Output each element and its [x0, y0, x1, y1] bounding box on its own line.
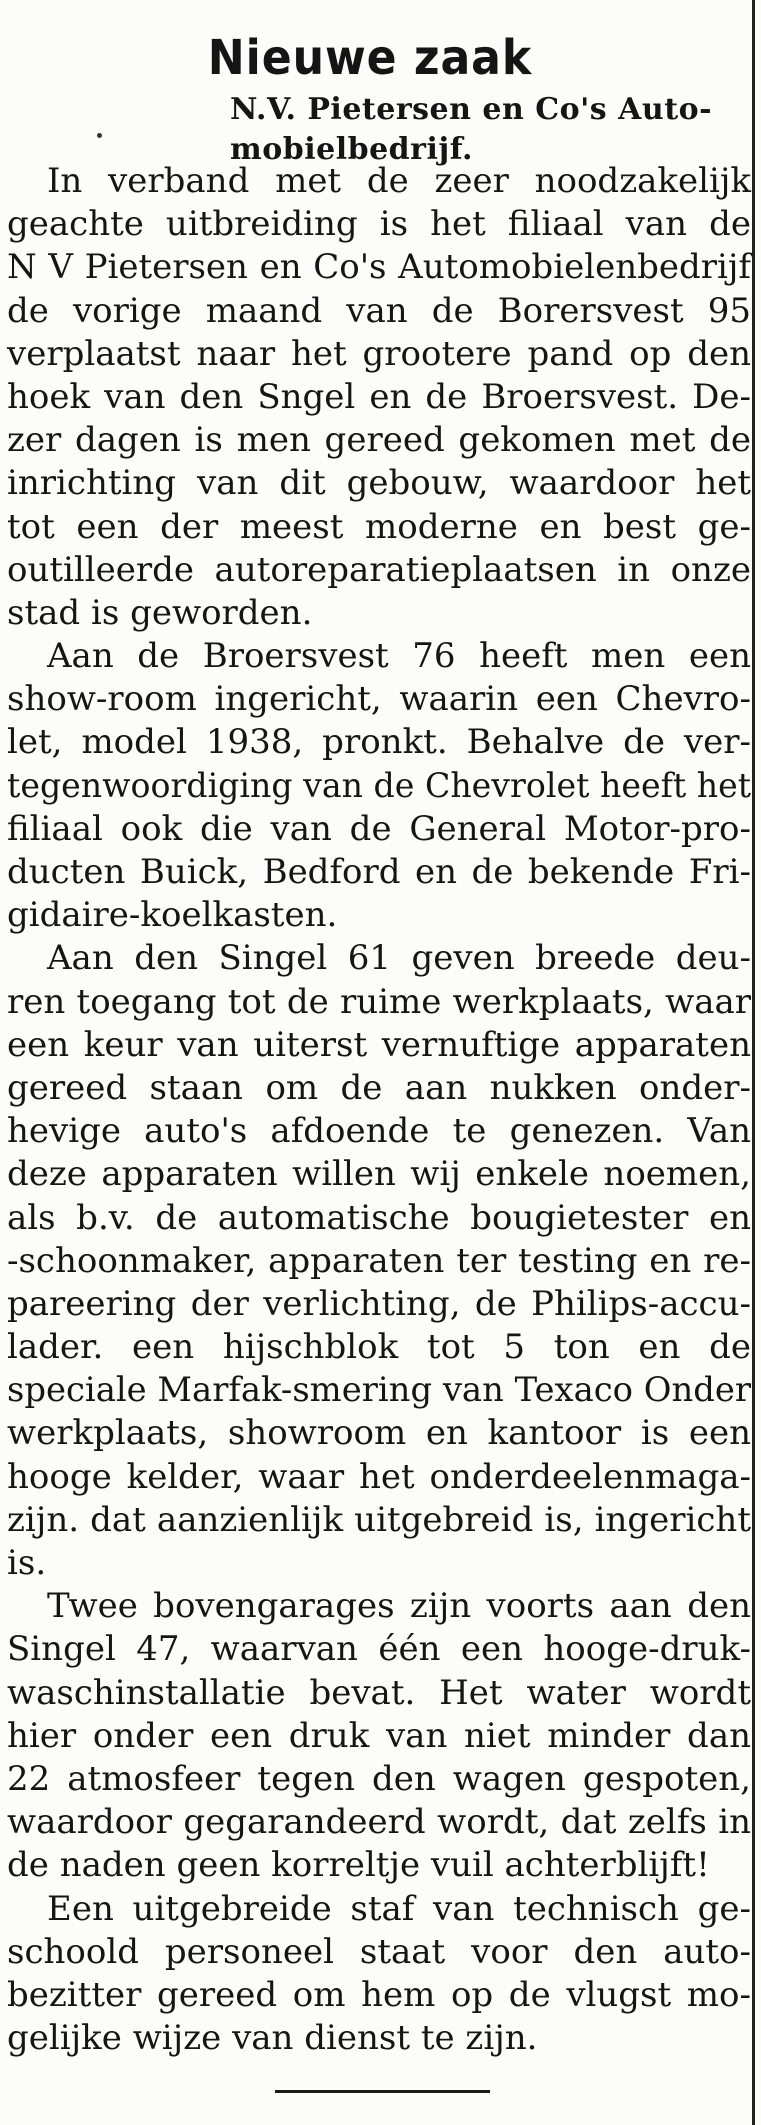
text-line: werkplaats, showroom en kantoor is een	[7, 1413, 751, 1454]
text-line: hooge kelder, waar het onderdeelenmaga-	[7, 1456, 751, 1497]
end-rule	[275, 2090, 490, 2093]
text-line: stad is geworden.	[7, 592, 313, 633]
text-line: zijn. dat aanzienlijk uitgebreid is, ingericht	[7, 1499, 751, 1540]
text-line: hoek van den Sngel en de Broersvest. De-	[7, 376, 751, 417]
subhead-line: N.V. Pietersen en Co's Auto-	[230, 92, 713, 127]
text-line: -schoonmaker, apparaten ter testing en re-	[7, 1240, 751, 1281]
text-line: 22 atmosfeer tegen den wagen gespoten,	[7, 1758, 751, 1799]
text-line: gereed staan om de aan nukken onder-	[7, 1067, 751, 1108]
column-border	[752, 0, 755, 2125]
text-line: filiaal ook die van de General Motor-pro-	[7, 808, 751, 849]
text-line: een keur van uiterst vernuftige apparaten	[7, 1024, 751, 1065]
text-line: In verband met de zeer noodzakelijk	[47, 161, 751, 201]
text-line: hier onder een druk van niet minder dan	[7, 1715, 751, 1756]
text-line: schoold personeel staat voor den auto-	[7, 1931, 751, 1972]
text-line: is.	[7, 1543, 47, 1583]
text-line: als b.v. de automatische bougietester en	[7, 1197, 751, 1238]
subhead-line: mobielbedrijf.	[230, 132, 473, 167]
text-line: ducten Buick, Bedford en de bekende Fri-	[7, 852, 751, 892]
paragraph	[7, 1585, 751, 1887]
paragraph	[7, 160, 751, 635]
article-subhead	[230, 90, 750, 170]
text-line: speciale Marfak-smering van Texaco Onder	[7, 1370, 752, 1411]
text-line: geachte uitbreiding is het filiaal van de	[7, 204, 751, 245]
article-body	[7, 160, 751, 2060]
paragraph	[7, 635, 751, 937]
text-line: tot een der meest moderne en best ge-	[7, 506, 751, 547]
paragraph	[7, 937, 751, 1585]
print-speck	[97, 133, 102, 138]
text-line: tegenwoordiging van de Chevrolet heeft het	[7, 765, 752, 806]
article-headline: Nieuwe zaak	[207, 30, 533, 86]
text-line: let, model 1938, pronkt. Behalve de ver-	[7, 722, 751, 763]
text-line: Aan de Broersvest 76 heeft men een	[47, 636, 751, 677]
text-line: de vorige maand van de Borersvest 95	[7, 290, 751, 331]
paragraph	[7, 1888, 751, 2061]
text-line: deze apparaten willen wij enkele noemen,	[7, 1154, 751, 1195]
text-line: waschinstallatie bevat. Het water wordt	[7, 1672, 751, 1713]
text-line: Aan den Singel 61 geven breede deu-	[47, 938, 751, 979]
text-line: inrichting van dit gebouw, waardoor het	[7, 463, 751, 504]
text-line: show-room ingericht, waarin een Chevro-	[7, 679, 751, 720]
text-line: N V Pietersen en Co's Automobielenbedrijf	[7, 247, 751, 288]
text-line: gelijke wijze van dienst te zijn.	[7, 2018, 538, 2059]
text-line: ren toegang tot de ruime werkplaats, waar	[7, 981, 751, 1022]
text-line: outilleerde autoreparatieplaatsen in onze	[7, 549, 751, 590]
text-line: bezitter gereed om hem op de vlugst mo-	[7, 1974, 751, 2015]
text-line: gidaire-koelkasten.	[7, 895, 338, 936]
text-line: hevige auto's afdoende te genezen. Van	[7, 1111, 751, 1152]
text-line: pareering der verlichting, de Philips-accu-	[7, 1283, 751, 1324]
text-line: zer dagen is men gereed gekomen met de	[7, 420, 751, 461]
text-line: Singel 47, waarvan één een hooge-druk-	[7, 1629, 751, 1670]
text-line: verplaatst naar het grootere pand op den	[7, 333, 751, 374]
text-line: Een uitgebreide staf van technisch ge-	[47, 1888, 751, 1929]
text-line: lader. een hijschblok tot 5 ton en de	[7, 1327, 751, 1368]
text-line: Twee bovengarages zijn voorts aan den	[47, 1586, 751, 1627]
text-line: de naden geen korreltje vuil achterblijft!	[7, 1845, 710, 1886]
text-line: waardoor gegarandeerd wordt, dat zelfs in	[7, 1802, 751, 1843]
